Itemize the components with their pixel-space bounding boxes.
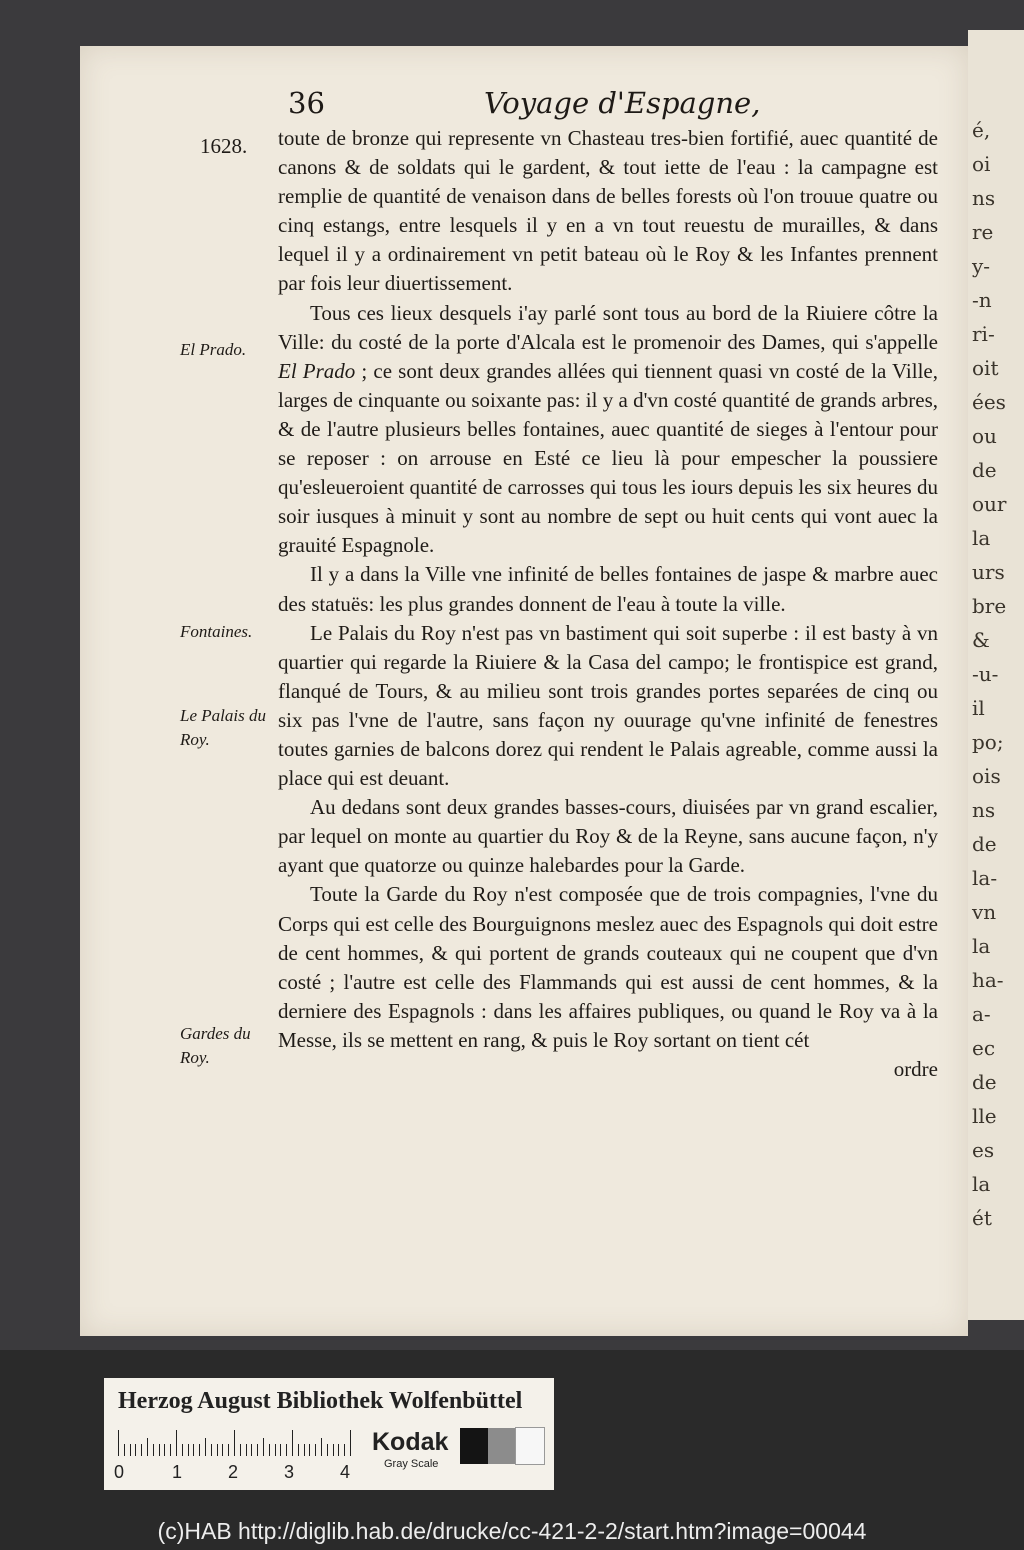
scale-label: 4 [340, 1462, 351, 1482]
paragraph: Toute la Garde du Roy n'est composée que de trois compagnies, l'vne du Corps qui est celle des Bourguignons meslez auec des Espagnols qui doit estre de cent hommes, & qui portent de grands couteaux qui ne coupent que d'vn costé ; l'autre est celle des Flammands qui est aussi de cent hommes, & la derniere des Espagnols : dans les affaires publiques, ou quand le Roy va à la Messe, ils se mettent en rang, & puis le Roy sortant on tient cét [278, 882, 938, 1052]
ruler-tick [141, 1444, 142, 1456]
facing-page-fragment: ec [972, 1036, 996, 1060]
running-title: Voyage d'Espagne, [484, 86, 761, 120]
facing-page-fragment: ha- [972, 968, 1004, 992]
ruler-tick [182, 1444, 183, 1456]
ruler-tick [211, 1444, 212, 1456]
ruler-tick [292, 1430, 293, 1456]
footer-credit: (c)HAB http://diglib.hab.de/drucke/cc-421-2-2/start.htm?image=00044 [157, 1518, 867, 1544]
paragraph: Il y a dans la Ville vne infinité de belles fontaines de jaspe & marbre auec des statuës: les plus grandes donnent de l'eau à toute la ville. [278, 562, 938, 616]
ruler-tick [199, 1444, 200, 1456]
facing-page-fragment: la [972, 526, 991, 550]
facing-page-fragment: vn [972, 900, 997, 924]
ruler-tick [298, 1444, 299, 1456]
paragraph: toute de bronze qui represente vn Chasteau tres-bien fortifié, auec quantité de canons & de soldats qui le gardent, & tout iette de l'eau : la campagne est remplie de quantité de venaison dans de belles forests où l'on trouue quatre ou cinq estangs, entre lesquels il y en a vn tout reuestu de murailles, & dans lequel il y a ordinairement vn petit bateau où le Roy & les Infantes prennent par fois leur diuertissement. [278, 126, 938, 296]
ruler-tick [315, 1444, 316, 1456]
facing-page-fragment: lle [972, 1104, 997, 1128]
facing-page-fragment: ét [972, 1206, 992, 1230]
facing-page-fragment: & [972, 628, 990, 652]
facing-page-fragment: es [972, 1138, 995, 1162]
ruler-tick [176, 1430, 177, 1456]
facing-page-fragment: ou [972, 424, 997, 448]
ruler-tick [304, 1444, 305, 1456]
margin-note-gardes: Gardes du Roy. [180, 1024, 251, 1067]
ruler-tick [124, 1444, 125, 1456]
ruler-tick [286, 1444, 287, 1456]
ruler-tick [118, 1430, 119, 1456]
margin-note-palais: Le Palais du Roy. [180, 706, 266, 749]
facing-page-fragment: our [972, 492, 1007, 516]
facing-page-fragment: y- [972, 254, 991, 278]
facing-page-fragment: ns [972, 798, 996, 822]
ruler-tick [130, 1444, 131, 1456]
kodak-brand: Kodak [372, 1428, 449, 1456]
scale-label: 2 [228, 1462, 239, 1482]
facing-page-fragment: ois [972, 764, 1001, 788]
book-page [80, 46, 968, 1336]
ruler-tick [217, 1444, 218, 1456]
ruler-tick [159, 1444, 160, 1456]
ruler-tick [338, 1444, 339, 1456]
scale-label: 1 [172, 1462, 183, 1482]
ruler-tick [333, 1444, 334, 1456]
ruler-tick [280, 1444, 281, 1456]
ruler-tick [135, 1444, 136, 1456]
ruler-tick [170, 1444, 171, 1456]
ruler-tick [263, 1438, 264, 1456]
facing-page-fragment: de [972, 832, 997, 856]
ruler-tick [344, 1444, 345, 1456]
facing-page-fragment: la- [972, 866, 998, 890]
page-number: 36 [288, 86, 325, 120]
ruler-tick [251, 1444, 252, 1456]
ruler-tick [234, 1430, 235, 1456]
facing-page-fragment: de [972, 1070, 997, 1094]
ruler-tick [269, 1444, 270, 1456]
facing-page-fragment: po; [972, 730, 1004, 754]
facing-page-fragment: oit [972, 356, 999, 380]
facing-page-fragment: -n [972, 288, 992, 312]
ruler-tick [153, 1444, 154, 1456]
ruler-tick [246, 1444, 247, 1456]
scale-ruler [118, 1430, 362, 1456]
gray-scale-label: Gray Scale [384, 1458, 439, 1470]
facing-page-fragment: re [972, 220, 994, 244]
library-name: Herzog August Bibliothek Wolfenbüttel [118, 1388, 523, 1414]
facing-page-fragment: ri- [972, 322, 995, 346]
scale-label: 0 [114, 1462, 125, 1482]
ruler-tick [164, 1444, 165, 1456]
ruler-tick [309, 1444, 310, 1456]
ruler-tick [275, 1444, 276, 1456]
ruler-tick [228, 1444, 229, 1456]
ruler-tick [327, 1444, 328, 1456]
facing-page-fragment: il [972, 696, 985, 720]
margin-note-el-prado: El Prado. [180, 340, 247, 359]
ruler-tick [205, 1438, 206, 1456]
catchword: ordre [893, 1057, 938, 1081]
page-header [288, 86, 888, 126]
facing-page-fragment: ns [972, 186, 996, 210]
ruler-tick [350, 1430, 351, 1456]
ruler-tick [240, 1444, 241, 1456]
ruler-tick [222, 1444, 223, 1456]
ruler-tick [193, 1444, 194, 1456]
body-text [278, 124, 938, 1084]
facing-page-fragment: -u- [972, 662, 999, 686]
el-prado-term: El Prado [278, 358, 356, 383]
paragraph: Au dedans sont deux grandes basses-cours, diuisées par vn grand escalier, par lequel on monte au quartier du Roy & de la Reyne, sans aucune façon, n'y ayant que quatorze ou quinze halebardes pour la Garde. [278, 795, 938, 878]
facing-page-fragment: a- [972, 1002, 991, 1026]
facing-page-fragment: urs [972, 560, 1005, 584]
ruler-tick [321, 1438, 322, 1456]
swatch-white [516, 1428, 544, 1464]
ruler-tick [188, 1444, 189, 1456]
facing-page-fragment: oi [972, 152, 991, 176]
swatch-black [460, 1428, 488, 1464]
color-target [104, 1378, 554, 1490]
facing-page-fragment: la [972, 1172, 991, 1196]
margin-year: 1628. [200, 134, 248, 158]
facing-page-fragment: la [972, 934, 991, 958]
paragraph: Le Palais du Roy n'est pas vn bastiment qui soit superbe : il est basty à vn quartier qui regarde la Riuiere & la Casa del campo; le frontispice est grand, flanqué de Tours, & au milieu sont trois grandes portes separées de cinq ou six pas l'vne de l'autre, sans façon ny ouurage qu'vne infinité de fenestres toutes garnies de balcons dorez qui rendent le Palais agreable, comme aussi la place qui est deuant. [278, 620, 938, 791]
swatch-gray [488, 1428, 516, 1464]
paragraph: Tous ces lieux desquels i'ay parlé sont tous au bord de la Riuiere côtre la Ville: du costé de la porte d'Alcala est le promenoir des Dames, qui s'appelle El Prado ; ce sont deux grandes allées qui tiennent quasi vn costé de la Ville, larges de cinquante ou soixante pas: il y a d'vn costé quantité de grands arbres, & de l'autre plusieurs belles fontaines, auec quantité de sieges à l'entour pour se reposer : on arrouse en Esté ce lieu là pour empescher la poussiere qu'esleueroient quantité de carrosses qui tous les iours depuis les six heures du soir iusques à minuit y sont au nombre de sept ou huit cents qui vont auec la grauité Espagnole. [278, 300, 938, 558]
ruler-tick [257, 1444, 258, 1456]
ruler-tick [147, 1438, 148, 1456]
facing-page-fragment: ées [972, 390, 1006, 414]
margin-note-fontaines: Fontaines. [180, 622, 253, 641]
facing-page-fragment: bre [972, 594, 1007, 618]
facing-page-fragment: é, [972, 118, 991, 142]
facing-page-edge [968, 30, 1024, 1320]
scale-label: 3 [284, 1462, 295, 1482]
facing-page-fragment: de [972, 458, 997, 482]
